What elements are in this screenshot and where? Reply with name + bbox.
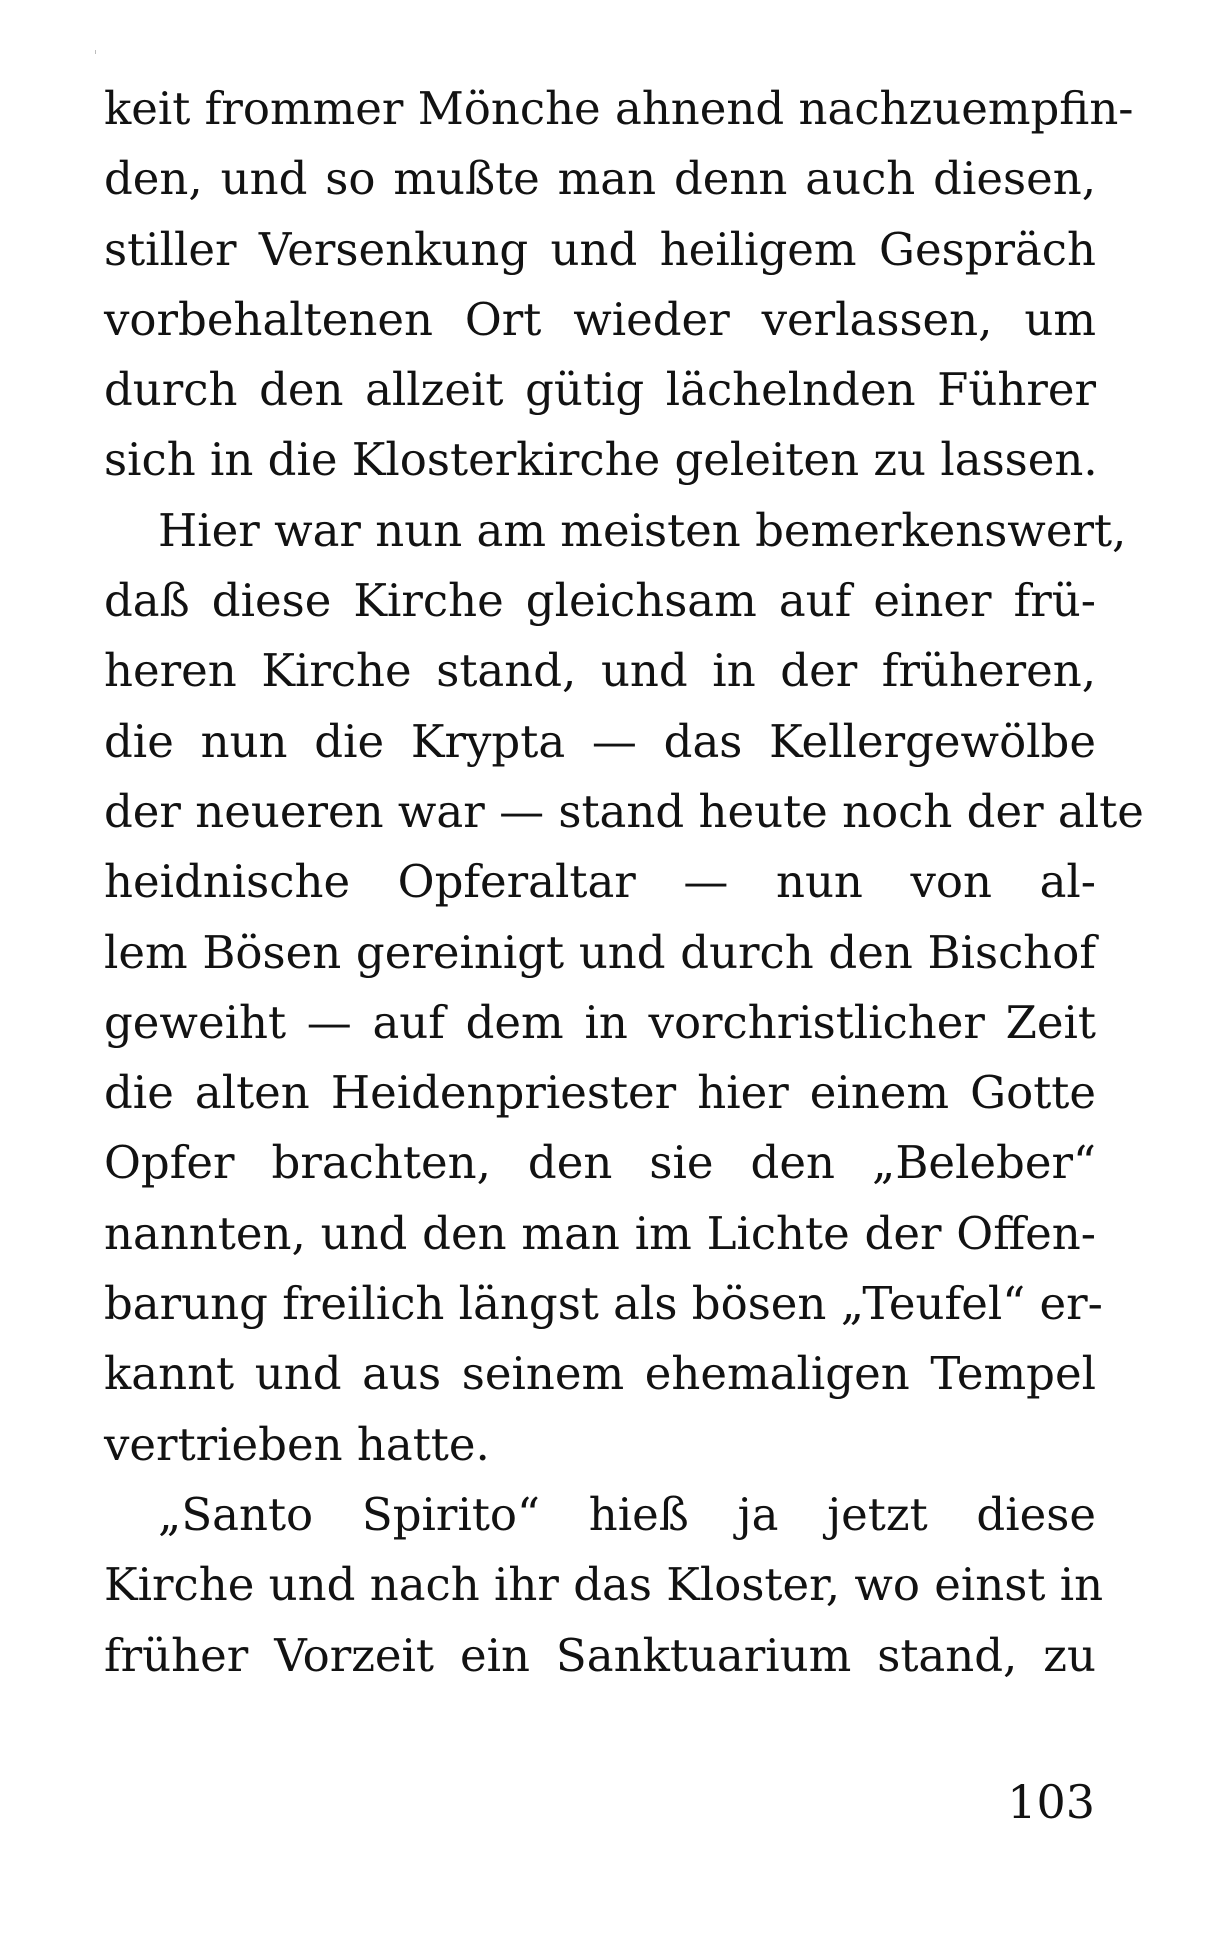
text-line: lem Bösen gereinigt und durch den Bischof <box>104 925 1096 979</box>
text-line: geweiht — auf dem in vorchristlicher Zeit <box>104 995 1096 1049</box>
text-line: durch den allzeit gütig lächelnden Führer <box>104 363 1096 417</box>
text-line-paragraph-start: „Santo Spirito“ hieß ja jetzt diese <box>158 1487 1096 1541</box>
text-line: der neueren war — stand heute noch der alte <box>104 784 1144 838</box>
text-line: kannt und aus seinem ehemaligen Tempel <box>104 1347 1096 1401</box>
text-line: Opfer brachten, den sie den „Beleber“ <box>104 1136 1096 1190</box>
text-line: stiller Versenkung und heiligem Gespräch <box>104 222 1096 276</box>
text-line: heidnische Opferaltar — nun von al- <box>104 855 1096 909</box>
text-line: Kirche und nach ihr das Kloster, wo einst in <box>104 1558 1104 1612</box>
text-line: nannten, und den man im Lichte der Offen- <box>104 1206 1096 1260</box>
page-number: 103 <box>1007 1775 1095 1829</box>
text-line: früher Vorzeit ein Sanktuarium stand, zu <box>104 1628 1096 1682</box>
text-line-paragraph-start: Hier war nun am meisten bemerkenswert, <box>158 503 1127 557</box>
text-line: sich in die Klosterkirche geleiten zu lassen. <box>104 433 1098 487</box>
text-line-paragraph-end: vertrieben hatte. <box>104 1417 490 1471</box>
text-line: barung freilich längst als bösen „Teufel“ er- <box>104 1277 1103 1331</box>
text-line: den, und so mußte man denn auch diesen, <box>104 152 1096 206</box>
scan-speck <box>95 50 96 54</box>
text-line: keit frommer Mönche ahnend nachzuempfin- <box>104 82 1134 135</box>
text-line: vorbehaltenen Ort wieder verlassen, um <box>104 292 1096 346</box>
text-line: heren Kirche stand, und in der früheren, <box>104 644 1096 698</box>
body-text <box>104 74 1144 1691</box>
text-line: die alten Heidenpriester hier einem Gotte <box>104 1066 1096 1120</box>
text-line: daß diese Kirche gleichsam auf einer frü- <box>104 574 1096 628</box>
text-line: die nun die Krypta — das Kellergewölbe <box>104 714 1096 768</box>
